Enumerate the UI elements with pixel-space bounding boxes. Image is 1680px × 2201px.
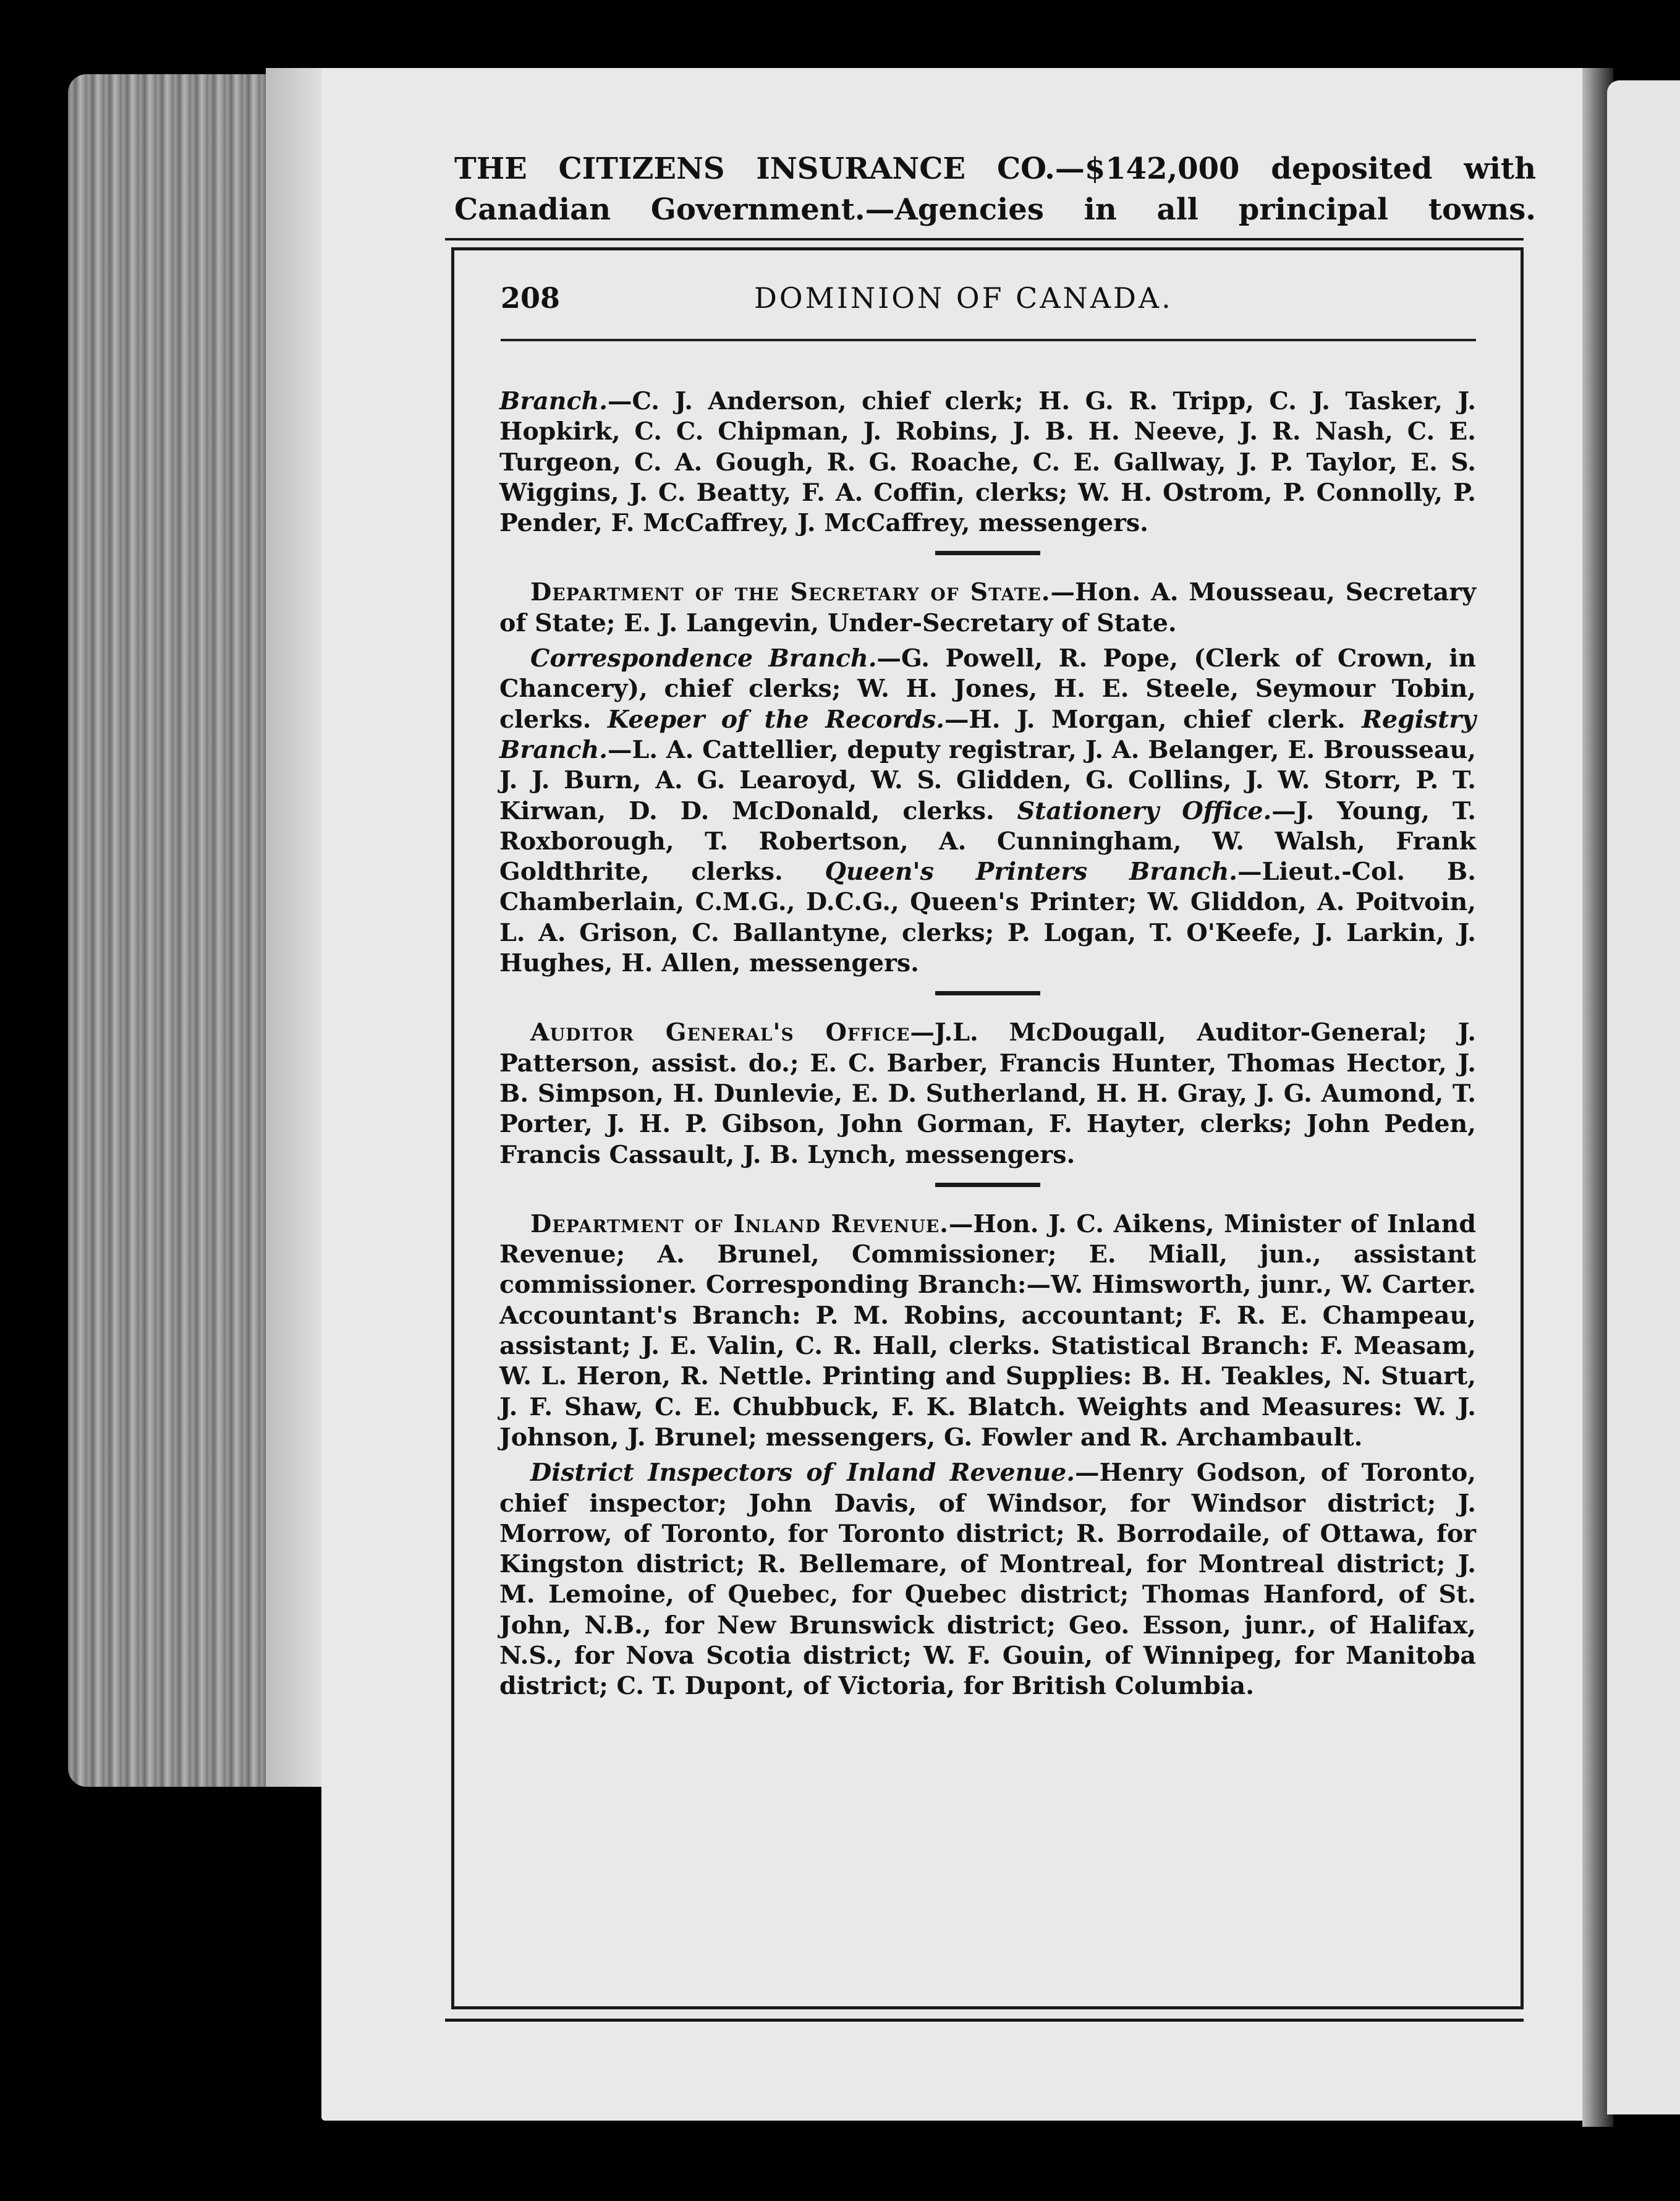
registry-text: —L. A. Cattellier, deputy registrar, J. A. Belanger, E. Brousseau, J. J. Burn, A. G. Learoyd, W. S. Glidden, G. Collins, J. W. Storr, P. T. Kirwan, D. D. McDonald, clerks.	[499, 735, 1476, 825]
printers-text: —Lieut.-Col. B. Chamberlain, C.M.G., D.C.G., Queen's Printer; W. Gliddon, A. Poitvoin, L. A. Grison, C. Ballantyne, clerks; P. Logan, T. O'Keefe, J. Larkin, J. Hughes, H. Allen, messengers.	[499, 858, 1476, 978]
correspondence-text: —G. Powell, R. Pope, (Clerk of Crown, in Chancery), chief clerks; W. H. Jones, H. E. Steele, Seymour Tobin, clerks.	[499, 644, 1476, 734]
header-rule	[501, 339, 1476, 341]
frame-top-rule	[445, 238, 1524, 241]
banner-line-2: Canadian Government.—Agencies in all principal towns.	[454, 192, 1536, 227]
page-body	[499, 386, 1476, 1702]
secretary-heading: Department of the Secretary of State.	[530, 578, 1051, 607]
district-lead: District Inspectors of Inland Revenue.	[530, 1458, 1075, 1488]
auditor-general-paragraph	[499, 1018, 1476, 1170]
page-header	[501, 281, 1477, 318]
branch-paragraph	[499, 386, 1476, 539]
section-divider	[935, 991, 1040, 995]
section-divider	[935, 551, 1040, 555]
auditor-text: —J.L. McDougall, Auditor-General; J. Patterson, assist. do.; E. C. Barber, Francis Hunter, Thomas Hector, J. B. Simpson, H. Dunlevie, E. D. Sutherland, H. H. Gray, J. G. Aumond, T. Porter, J. H. P. Gibson, John Gorman, F. Hayter, clerks; John Peden, Francis Cassault, J. B. Lynch, messengers.	[499, 1018, 1477, 1169]
inland-revenue-heading: Department of Inland Revenue.	[530, 1209, 949, 1238]
facing-page-sliver	[1607, 80, 1680, 2114]
branch-lead: Branch.	[499, 387, 608, 415]
district-text: —Henry Godson, of Toronto, chief inspector; John Davis, of Windsor, for Windsor district; J. Morrow, of Toronto, for Toronto district; R. Borrodaile, of Ottawa, for Kingston district; R. Bellemare, of Montreal, for Montreal district; J. M. Lemoine, of Quebec, for Quebec district; Thomas Hanford, of St. John, N.B., for New Brunswick district; Geo. Esson, junr., of Halifax, N.S., for Nova Scotia district; W. F. Gouin, of Winnipeg, for Manitoba district; C. T. Dupont, of Victoria, for British Columbia.	[499, 1458, 1476, 1701]
secretary-text: —Hon. A. Mousseau, Secretary of State; E. J. Langevin, Under-Secretary of State.	[499, 578, 1476, 637]
banner-line-1: THE CITIZENS INSURANCE CO.—$142,000 deposited with	[454, 151, 1536, 186]
district-inspectors-paragraph	[499, 1458, 1476, 1701]
keeper-lead: Keeper of the Records.	[607, 705, 944, 734]
registry-lead: Registry Branch.	[499, 705, 1477, 764]
stationery-lead: Stationery Office.	[1017, 796, 1272, 825]
section-divider	[935, 1183, 1040, 1187]
stationery-text: —J. Young, T. Roxborough, T. Robertson, A. Cunningham, W. Walsh, Frank Goldthrite, clerks.	[499, 796, 1476, 887]
correspondence-paragraph	[499, 644, 1476, 979]
branch-text: —C. J. Anderson, chief clerk; H. G. R. Tripp, C. J. Tasker, J. Hopkirk, C. C. Chipman, J. Robins, J. B. H. Neeve, J. R. Nash, C. E. Turgeon, C. A. Gough, R. G. Roache, C. E. Gallway, J. P. Taylor, E. S. Wiggins, J. C. Beatty, F. A. Coffin, clerks; W. H. Ostrom, P. Connolly, P. Pender, F. McCaffrey, J. McCaffrey, messengers.	[499, 387, 1476, 538]
inland-revenue-text: —Hon. J. C. Aikens, Minister of Inland Revenue; A. Brunel, Commissioner; E. Miall, jun., assistant commissioner. Corresponding Branch:—W. Himsworth, junr., W. Carter. Accountant's Branch: P. M. Robins, accountant; F. R. E. Champeau, assistant; J. E. Valin, C. R. Hall, clerks. Statistical Branch: F. Measam, W. L. Heron, R. Nettle. Printing and Supplies: B. H. Teakles, N. Stuart, J. F. Shaw, C. E. Chubbuck, F. K. Blatch. Weights and Measures: W. J. Johnson, J. Brunel; messengers, G. Fowler and R. Archambault.	[499, 1209, 1476, 1452]
inland-revenue-paragraph	[499, 1209, 1476, 1453]
running-head: DOMINION OF CANADA.	[754, 281, 1173, 315]
correspondence-lead: Correspondence Branch.	[530, 644, 877, 673]
advertisement-banner	[454, 148, 1536, 230]
frame-bottom-rule	[445, 2019, 1524, 2022]
auditor-heading: Auditor General's Office	[530, 1018, 910, 1047]
printers-lead: Queen's Printers Branch.	[825, 858, 1238, 887]
secretary-of-state-paragraph	[499, 577, 1476, 639]
keeper-text: —H. J. Morgan, chief clerk.	[944, 705, 1362, 734]
page-number: 208	[501, 281, 561, 315]
